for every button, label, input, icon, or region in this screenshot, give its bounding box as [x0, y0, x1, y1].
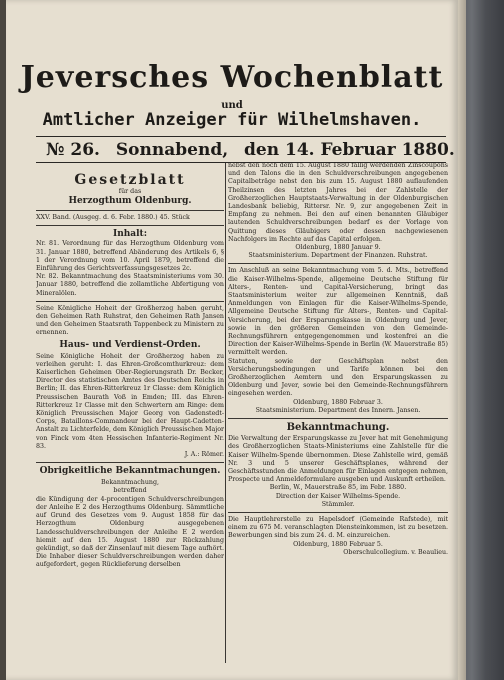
- inhalt-item-82: Nr. 82. Bekanntmachung des Staatsministeriums vom 30. Januar 1880, betreffend die zollamtliche Abfertigung von Mineralölen.: [36, 273, 224, 297]
- bekanntmachung-sub: betreffend: [113, 487, 147, 495]
- divider: [228, 418, 448, 419]
- continued-text: nebst den noch dem 15. August 1880 fällig werdenden Zinscoupons und den Talons die in den Schuldverschreibungen angegebenen Capitalbeträge nebst den bis zum 15. August 1880 auflaufenden Theilzinsen des letzten Jahres bei der Zahlstelle der Großherzoglichen Hauptstaats-Verwaltung in der Oldenburgischen Landesbank beliebig, Rittersr. Nr. 9, zur angegebenen Zeit in Empfang zu nehmen. Bei den auf einen benannten Gläubiger lautenden Schuldverschreibungen bedarf es der Vorlage von Quittung dieses Gläubigers oder dessen nachgewiesenen Nachfolgers im Rechte auf das Capital erfolgen.: [228, 162, 448, 243]
- masthead-subtitle: Amtlicher Anzeiger für Wilhelmshaven.: [42, 110, 422, 130]
- gesetzblatt-band: XXV. Band. (Ausgeg. d. 6. Febr. 1880.) 45. Stück: [36, 214, 190, 222]
- statuten-notice: Statuten, sowie der Geschäftsplan nebst den Versicherungsbedingungen und Tarife können bei den Großherzoglichen Aemtern und den Ersparungskassen zu Oldenburg und Jever, sowie bei den Gemeinde-Rechnungsführern eingesehen werden.: [228, 357, 448, 398]
- column-divider: [225, 163, 226, 663]
- divider: [36, 462, 224, 463]
- ministers-notice: Seine Königliche Hoheit der Großherzog haben geruht, den Geheimen Rath Ruhstrat, den Geheimen Rath Jansen und den Geheimen Staatsrath Tappenbeck zu Ministern zu ernennen.: [36, 304, 224, 337]
- bekanntmachung-heading: Bekanntmachung,: [100, 479, 159, 487]
- masthead-title: Jeversches Wochenblatt: [20, 60, 444, 95]
- bekanntmachung-text: die Kündigung der 4-procentigen Schuldverschreibungen der Anleihe E 2 des Herzogthums Oldenburg. Sämmtliche auf Grund des Gesetzes vom 9. August 1858 für das Herzogthum Oldenburg ausgegebenen Landesschuldverschreibungen der Anleihe E 2 werden hiemit auf den 15. August 1880 zur Rückzahlung gekündigt, so daß der Zinsenlauf mit diesem Tage aufhört. Die Inhaber dieser Schuldverschreibungen werden daher aufgefordert, gegen Rücklieferung derselben: [36, 495, 224, 569]
- inhalt-item-81: Nr. 81. Verordnung für das Herzogthum Oldenburg vom 31. Januar 1880, betreffend Abänderung des Artikels 6, § 1 der Verordnung vom 10. April 1879, betreffend die Einführung des Gerichtsverfassungsgesetzes 2c.: [36, 240, 224, 273]
- issue-weekday: Sonnabend,: [115, 140, 229, 160]
- bekanntmachung2-text: Die Verwaltung der Ersparungskasse zu Jever hat mit Genehmigung des Großherzoglichen Staats-Ministeriums eine Zahlstelle für die Kaiser Wilhelm-Spende übernommen. Diese Zahlstelle wird, gemäß Nr. 3 und 5 unserer Geschäftsplanes, während der Geschäftsstunden die Anmeldungen für Einlagen entgegen nehmen, Prospecte und Anmeldeformulare ausgeben und Auskunft ertheilen.: [228, 435, 448, 484]
- gesetzblatt-land: Herzogthum Oldenburg.: [68, 196, 192, 207]
- kaiser-wilhelm-notice: Im Anschluß an seine Bekanntmachung vom 5. d. Mts., betreffend die Kaiser-Wilhelms-Spende, allgemeine Deutsche Stiftung für Alters-, Renten- und Capital-Versicherung, bringt das Staatsministerium weiter zur allgemeinen Kenntniß, daß Anmeldungen von Einlagen für die Kaiser-Wilhelms-Spende, Allgemeine Deutsche Stiftung für Alters-, Renten- und Capital-Versicherung, bei der Ersparungskasse in Oldenburg und Jever, sowie in den größeren Gemeinden von den Gemeinde-Rechnungsführern entgegengenommen und kostenfrei an die Direction der Kaiser-Wilhelms-Spende in Berlin (W. Mauerstraße 85) vermittelt werden.: [228, 267, 448, 357]
- divider: [228, 263, 448, 264]
- hauptlehrer-notice: Die Hauptlehrerstelle zu Hapelsdorf (Gemeinde Rafstede), mit einem zu 675 M. veranschlagten Diensteinkommen, ist zu besetzen. Bewerbungen sind bis zum 24. d. M. einzureichen.: [228, 515, 448, 540]
- bekanntmachung2-heading: Bekanntmachung.: [286, 422, 390, 434]
- continued-date: Oldenburg, 1880 Januar 9.: [295, 244, 381, 252]
- issue-line: [46, 140, 455, 160]
- inhalt-heading: Inhalt:: [112, 229, 148, 240]
- statuten-date: Oldenburg, 1880 Februar 3.: [293, 398, 383, 406]
- obrigkeitliche-heading: Obrigkeitliche Bekanntmachungen.: [39, 466, 221, 477]
- hauptlehrer-date: Oldenburg, 1880 Februar 5.: [293, 540, 383, 548]
- statuten-signature: Staatsministerium. Department des Innern. Jansen.: [255, 406, 421, 414]
- divider: [36, 225, 224, 226]
- divider: [36, 210, 224, 211]
- header-rule-top: [36, 136, 446, 137]
- bekanntmachung2-date: Berlin, W., Mauerstraße 85, im Febr. 1880.: [269, 484, 407, 492]
- orden-signature: J. A.: Römer.: [184, 451, 224, 459]
- bekanntmachung2-name: Stämmler.: [321, 500, 355, 508]
- issue-date: den 14. Februar 1880.: [244, 140, 455, 160]
- masthead-conjunction: und: [221, 100, 243, 111]
- gesetzblatt-title: Gesetzblatt: [74, 172, 186, 188]
- newspaper-sheet: [6, 0, 458, 680]
- book-spine: [458, 0, 504, 680]
- continued-signature: Staatsministerium. Department der Finanzen. Ruhstrat.: [248, 252, 428, 260]
- divider: [36, 301, 224, 302]
- divider: [228, 512, 448, 513]
- bekanntmachung2-signature: Direction der Kaiser Wilhelms-Spende.: [275, 492, 401, 500]
- orden-heading: Haus- und Verdienst-Orden.: [59, 339, 201, 350]
- page-edges: [458, 0, 466, 680]
- hauptlehrer-signature: Oberschulcollegium. v. Beaulieu.: [343, 548, 448, 556]
- orden-text: Seine Königliche Hoheit der Großherzog haben zu verleihen geruht: I. das Ehren-Großcomthurkreuz: dem Kaiserlichen Geheimen Ober-Regierungsrath Dr. Becker, Director des statistischen Amtes des Deutschen Reichs in Berlin; II. das Ehren-Ritterkreuz 1r Classe: dem Königlich Preussischen Baurath Voß in Emden; III. das Ehren-Ritterkreuz 1r Classe mit den Schwertern am Ringe: dem Königlich Preussischen Major Georg von Gadenstedt-Corps, Bataillons-Commandeur bei der Haupt-Cadetten-Anstalt zu Lichterfelde, dem Königlich Preussischen Major von Finck vom 4ten Hessischen Infanterie-Regiment Nr. 83.: [36, 352, 224, 450]
- left-column: [36, 172, 224, 672]
- right-column: [228, 162, 448, 677]
- issue-number: № 26.: [46, 140, 100, 160]
- gesetzblatt-fuer: für das: [118, 188, 142, 195]
